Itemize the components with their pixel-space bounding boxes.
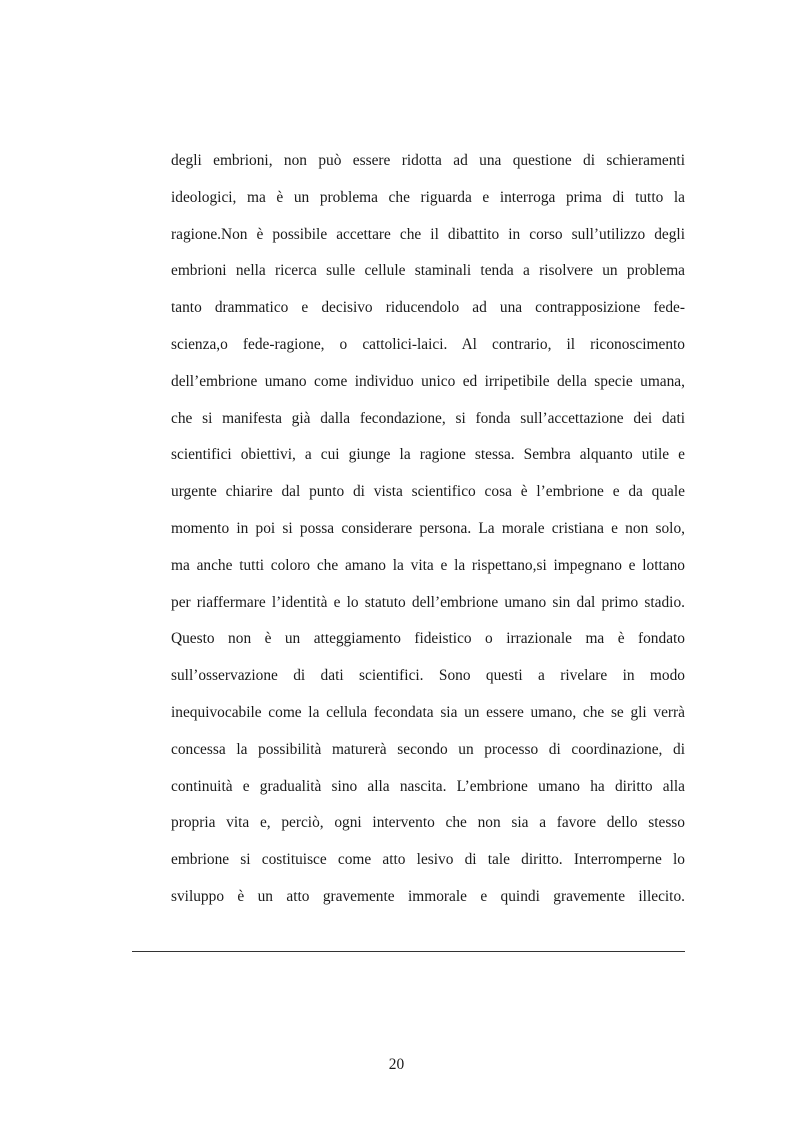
text-line: degli embrioni, non può essere ridotta ad una questione di schieramenti — [171, 152, 685, 169]
text-line: continuità e gradualità sino alla nascita. L’embrione umano ha diritto alla — [171, 777, 685, 795]
text-line: per riaffermare l’identità e lo statuto dell’embrione umano sin dal primo stadio. — [171, 593, 685, 611]
body-text — [171, 147, 685, 920]
page-number: 20 — [388, 1056, 405, 1073]
text-line: momento in poi si possa considerare persona. La morale cristiana e non solo, — [171, 519, 685, 537]
text-line: propria vita e, perciò, ogni intervento che non sia a favore dello stesso — [171, 814, 685, 832]
text-line: dell’embrione umano come individuo unico ed irripetibile della specie umana, — [171, 372, 685, 390]
text-line: ideologici, ma è un problema che riguarda e interroga prima di tutto la — [171, 188, 685, 206]
text-line: sviluppo è un atto gravemente immorale e quindi gravemente illecito. — [171, 887, 685, 905]
text-line: scientifici obiettivi, a cui giunge la ragione stessa. Sembra alquanto utile e — [171, 446, 685, 464]
text-line: concessa la possibilità maturerà secondo un processo di coordinazione, di — [171, 740, 685, 758]
text-line: urgente chiarire dal punto di vista scientifico cosa è l’embrione e da quale — [171, 483, 685, 501]
text-line: inequivocabile come la cellula fecondata sia un essere umano, che se gli verrà — [171, 703, 685, 721]
text-line: ma anche tutti coloro che amano la vita e la rispettano,si impegnano e lottano — [171, 556, 685, 574]
text-line: Questo non è un atteggiamento fideistico o irrazionale ma è fondato — [171, 630, 685, 648]
footnote-separator — [132, 951, 685, 952]
text-line: embrione si costituisce come atto lesivo di tale diritto. Interromperne lo — [171, 851, 685, 869]
text-line: scienza,o fede-ragione, o cattolici-laici. Al contrario, il riconoscimento — [171, 335, 685, 353]
text-line: embrioni nella ricerca sulle cellule staminali tenda a risolvere un problema — [171, 262, 685, 280]
text-line: ragione.Non è possibile accettare che il dibattito in corso sull’utilizzo degli — [171, 225, 685, 243]
text-line: tanto drammatico e decisivo riducendolo ad una contrapposizione fede- — [171, 299, 685, 317]
text-line: sull’osservazione di dati scientifici. Sono questi a rivelare in modo — [171, 667, 685, 685]
text-line: che si manifesta già dalla fecondazione, si fonda sull’accettazione dei dati — [171, 409, 685, 427]
